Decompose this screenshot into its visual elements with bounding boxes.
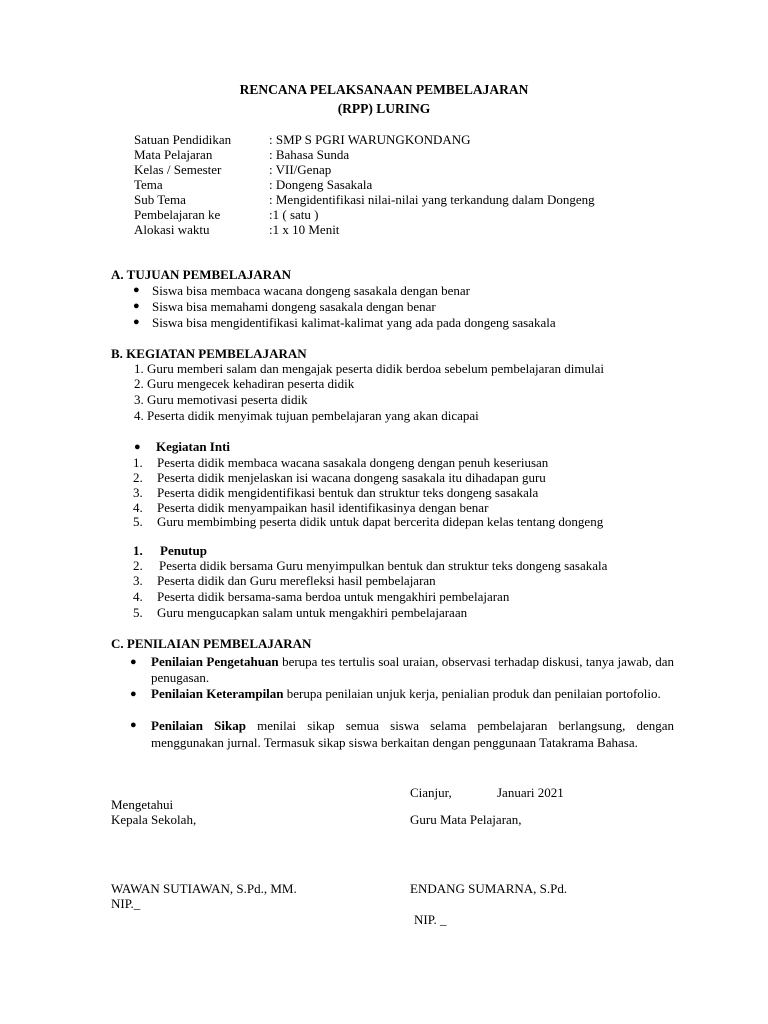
list-item: Peserta didik menyampaikan hasil identifikasinya dengan benar <box>157 500 489 515</box>
list-number: 1. <box>133 543 143 558</box>
assessment-item <box>151 717 674 751</box>
document-subtitle: (RPP) LURING <box>337 101 431 116</box>
list-number: 2. <box>133 558 143 573</box>
list-item: Siswa bisa membaca wacana dongeng sasakala dengan benar <box>152 283 471 298</box>
kegiatan-inti-heading: Kegiatan Inti <box>156 439 231 454</box>
list-item: Peserta didik mengidentifikasi bentuk dan struktur teks dongeng sasakala <box>157 485 539 500</box>
assessment-text: berupa tes tertulis soal uraian, observasi terhadap diskusi, tanya jawab, dan penugasan. <box>151 654 674 685</box>
assessment-text: berupa penilaian unjuk kerja, penialian produk dan penilaian portofolio. <box>283 686 661 701</box>
section-c-heading: C. PENILAIAN PEMBELAJARAN <box>111 636 312 651</box>
identity-label: Tema <box>134 177 163 192</box>
list-item: Guru membimbing peserta didik untuk dapat bercerita didepan kelas tentang dongeng <box>157 514 604 529</box>
kepala-nip: NIP._ <box>111 896 141 911</box>
identity-label: Sub Tema <box>134 192 186 207</box>
bullet-icon: ● <box>133 284 140 296</box>
list-number: 2. <box>133 470 143 485</box>
assessment-item <box>151 654 674 686</box>
kepala-name: WAWAN SUTIAWAN, S.Pd., MM. <box>111 881 297 896</box>
identity-label: Mata Pelajaran <box>134 147 213 162</box>
list-number: 3. <box>133 573 143 588</box>
guru-name: ENDANG SUMARNA, S.Pd. <box>410 881 568 896</box>
list-item: Peserta didik menjelaskan isi wacana dongeng sasakala itu dihadapan guru <box>157 470 546 485</box>
list-item: Siswa bisa mengidentifikasi kalimat-kalimat yang ada pada dongeng sasakala <box>152 315 556 330</box>
list-item: Peserta didik bersama Guru menyimpulkan bentuk dan struktur teks dongeng sasakala <box>159 558 608 573</box>
identity-label: Pembelajaran ke <box>134 207 221 222</box>
identity-value: : VII/Genap <box>269 162 332 177</box>
identity-label: Kelas / Semester <box>134 162 222 177</box>
list-number: 4. <box>133 589 143 604</box>
list-number: 3. <box>133 485 143 500</box>
assessment-label: Penilaian Sikap <box>151 718 246 733</box>
list-item: 3. Guru memotivasi peserta didik <box>134 392 308 407</box>
list-number: 1. <box>133 455 143 470</box>
sign-place: Cianjur, <box>410 785 452 800</box>
mengetahui-label: Mengetahui <box>111 797 174 812</box>
list-item: 4. Peserta didik menyimak tujuan pembelajaran yang akan dicapai <box>134 408 479 423</box>
identity-value: :1 ( satu ) <box>269 207 319 222</box>
section-b-heading: B. KEGIATAN PEMBELAJARAN <box>111 346 307 361</box>
section-a-heading: A. TUJUAN PEMBELAJARAN <box>111 267 291 282</box>
identity-value: :1 x 10 Menit <box>269 222 340 237</box>
identity-value: : Mengidentifikasi nilai-nilai yang terkandung dalam Dongeng <box>269 192 595 207</box>
assessment-text: menilai sikap semua siswa selama pembelajaran berlangsung, dengan menggunakan jurnal. Termasuk sikap siswa berkaitan dengan penggunaan Tatakrama Bahasa. <box>151 718 675 750</box>
list-item: Peserta didik dan Guru merefleksi hasil pembelajaran <box>157 573 436 588</box>
list-item: Guru mengucapkan salam untuk mengakhiri pembelajaraan <box>157 605 468 620</box>
document-title: RENCANA PELAKSANAAN PEMBELAJARAN <box>239 82 529 97</box>
bullet-icon: ● <box>133 316 140 328</box>
identity-value: : Bahasa Sunda <box>269 147 350 162</box>
penutup-heading: Penutup <box>160 543 207 558</box>
identity-value: : SMP S PGRI WARUNGKONDANG <box>269 132 471 147</box>
identity-label: Alokasi waktu <box>134 222 210 237</box>
bullet-icon: ● <box>133 300 140 312</box>
list-number: 5. <box>133 514 143 529</box>
bullet-icon: ● <box>130 719 137 731</box>
guru-nip: NIP. _ <box>414 912 447 927</box>
bullet-icon: ● <box>130 656 137 668</box>
bullet-icon: ● <box>134 441 141 453</box>
list-item: Siswa bisa memahami dongeng sasakala dengan benar <box>152 299 436 314</box>
kepala-sekolah-label: Kepala Sekolah, <box>111 812 197 827</box>
list-item: Peserta didik membaca wacana sasakala dongeng dengan penuh keseriusan <box>157 455 549 470</box>
identity-value: : Dongeng Sasakala <box>269 177 373 192</box>
assessment-item <box>151 686 674 702</box>
sign-date: Januari 2021 <box>497 785 564 800</box>
guru-label: Guru Mata Pelajaran, <box>410 812 522 827</box>
list-item: 2. Guru mengecek kehadiran peserta didik <box>134 376 355 391</box>
list-number: 5. <box>133 605 143 620</box>
list-number: 4. <box>133 500 143 515</box>
bullet-icon: ● <box>130 688 137 700</box>
identity-label: Satuan Pendidikan <box>134 132 232 147</box>
list-item: Peserta didik bersama-sama berdoa untuk mengakhiri pembelajaran <box>157 589 510 604</box>
assessment-label: Penilaian Keterampilan <box>151 686 284 701</box>
list-item: 1. Guru memberi salam dan mengajak peserta didik berdoa sebelum pembelajaran dimulai <box>134 361 605 376</box>
assessment-label: Penilaian Pengetahuan <box>151 654 279 669</box>
